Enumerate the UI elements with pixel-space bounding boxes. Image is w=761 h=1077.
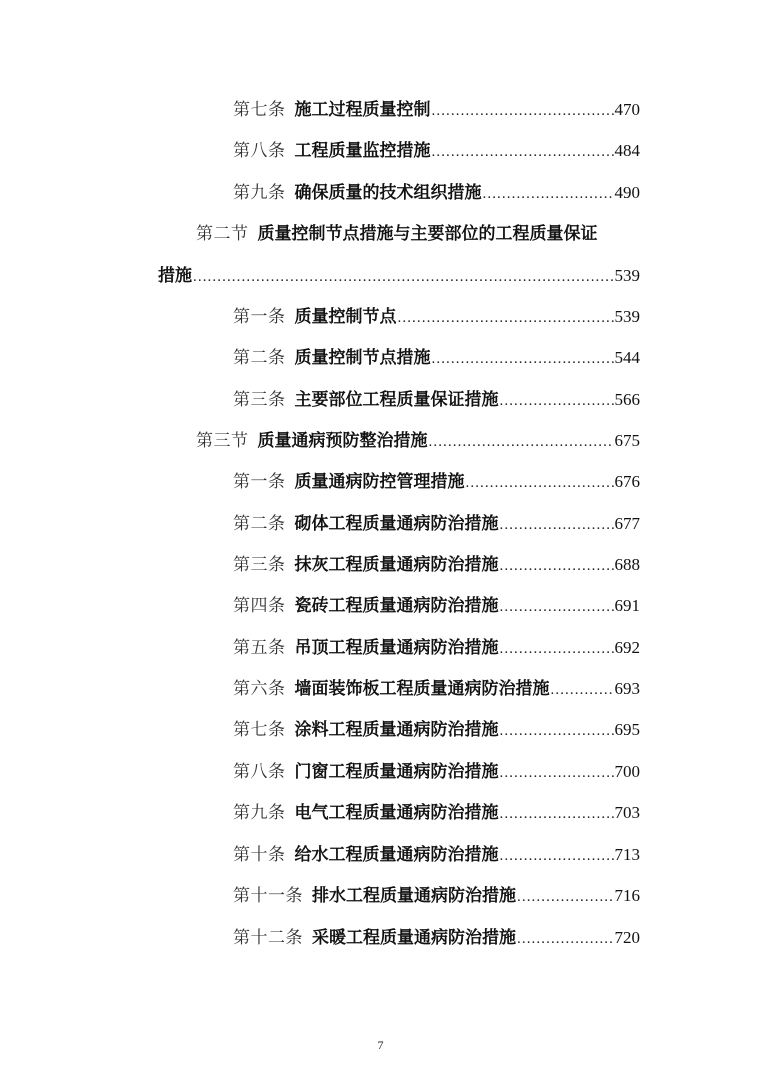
entry-page-number: 713 bbox=[614, 845, 640, 864]
toc-entry[interactable] bbox=[233, 800, 640, 826]
dot-leader bbox=[551, 678, 614, 702]
toc-entry[interactable] bbox=[233, 842, 640, 868]
entry-title: 主要部位工程质量保证措施 bbox=[294, 390, 499, 410]
entry-title: 涂料工程质量通病防治措施 bbox=[294, 720, 499, 740]
dot-leader bbox=[500, 554, 614, 578]
entry-title: 排水工程质量通病防治措施 bbox=[312, 886, 516, 906]
dot-leader bbox=[466, 471, 614, 495]
entry-page-number: 490 bbox=[614, 183, 640, 202]
entry-title: 吊顶工程质量通病防治措施 bbox=[294, 638, 499, 658]
entry-number: 第七条 bbox=[233, 100, 286, 120]
entry-page-number: 484 bbox=[614, 141, 640, 160]
entry-number: 第十条 bbox=[233, 845, 286, 865]
entry-number: 第九条 bbox=[233, 803, 286, 823]
entry-title: 确保质量的技术组织措施 bbox=[294, 183, 482, 203]
entry-page-number: 677 bbox=[614, 514, 640, 533]
toc-entry[interactable] bbox=[233, 304, 640, 330]
entry-page-number: 720 bbox=[614, 928, 640, 947]
entry-number: 第四条 bbox=[233, 596, 286, 616]
toc-entry[interactable] bbox=[233, 387, 640, 413]
entry-title: 抹灰工程质量通病防治措施 bbox=[294, 555, 499, 575]
entry-title: 砌体工程质量通病防治措施 bbox=[294, 514, 499, 534]
dot-leader bbox=[432, 347, 614, 371]
entry-number: 第十二条 bbox=[233, 928, 303, 948]
dot-leader bbox=[500, 595, 614, 619]
entry-number: 第一条 bbox=[233, 307, 286, 327]
entry-page-number: 688 bbox=[614, 555, 640, 574]
toc-entry[interactable] bbox=[233, 97, 640, 123]
section-title: 质量通病预防整治措施 bbox=[257, 431, 428, 451]
toc-entry[interactable] bbox=[233, 138, 640, 164]
dot-leader bbox=[500, 389, 614, 413]
dot-leader bbox=[500, 513, 614, 537]
dot-leader bbox=[500, 637, 614, 661]
dot-leader bbox=[517, 927, 614, 951]
entry-page-number: 693 bbox=[614, 679, 640, 698]
dot-leader bbox=[500, 719, 614, 743]
toc-entry[interactable] bbox=[233, 469, 640, 495]
dot-leader bbox=[193, 265, 614, 289]
entry-number: 第八条 bbox=[233, 762, 286, 782]
dot-leader bbox=[517, 885, 614, 909]
entry-title: 给水工程质量通病防治措施 bbox=[294, 845, 499, 865]
entry-number: 第六条 bbox=[233, 679, 286, 699]
toc-entry[interactable] bbox=[233, 759, 640, 785]
entry-title: 质量通病防控管理措施 bbox=[294, 472, 465, 492]
toc-entry[interactable] bbox=[233, 925, 640, 951]
entry-page-number: 695 bbox=[614, 720, 640, 739]
entry-number: 第三条 bbox=[233, 390, 286, 410]
entry-title: 工程质量监控措施 bbox=[294, 141, 431, 161]
entry-number: 第八条 bbox=[233, 141, 286, 161]
toc-section-entry[interactable] bbox=[196, 428, 640, 454]
entry-title: 施工过程质量控制 bbox=[294, 100, 431, 120]
entry-page-number: 544 bbox=[614, 348, 640, 367]
entry-title: 质量控制节点措施 bbox=[294, 348, 431, 368]
entry-title: 电气工程质量通病防治措施 bbox=[294, 803, 499, 823]
toc-section-entry[interactable] bbox=[196, 221, 640, 247]
entry-title: 采暖工程质量通病防治措施 bbox=[312, 928, 516, 948]
entry-number: 第七条 bbox=[233, 720, 286, 740]
entry-number: 第五条 bbox=[233, 638, 286, 658]
section-title-continuation: 措施 bbox=[158, 266, 192, 286]
toc-entry[interactable] bbox=[233, 180, 640, 206]
toc-section-entry-continuation[interactable] bbox=[158, 263, 640, 289]
entry-title: 质量控制节点 bbox=[294, 307, 397, 327]
section-title: 质量控制节点措施与主要部位的工程质量保证 bbox=[257, 224, 598, 244]
entry-number: 第二条 bbox=[233, 348, 286, 368]
dot-leader bbox=[483, 182, 614, 206]
entry-page-number: 566 bbox=[614, 390, 640, 409]
entry-page-number: 703 bbox=[614, 803, 640, 822]
entry-title: 墙面装饰板工程质量通病防治措施 bbox=[294, 679, 550, 699]
entry-number: 第一条 bbox=[233, 472, 286, 492]
section-number: 第二节 bbox=[196, 224, 249, 244]
section-number: 第三节 bbox=[196, 431, 249, 451]
entry-page-number: 539 bbox=[614, 266, 640, 285]
entry-page-number: 700 bbox=[614, 762, 640, 781]
entry-page-number: 675 bbox=[614, 431, 640, 450]
toc-entry[interactable] bbox=[233, 552, 640, 578]
entry-page-number: 692 bbox=[614, 638, 640, 657]
dot-leader bbox=[398, 306, 614, 330]
entry-page-number: 676 bbox=[614, 472, 640, 491]
toc-entry[interactable] bbox=[233, 883, 640, 909]
entry-number: 第二条 bbox=[233, 514, 286, 534]
entry-number: 第九条 bbox=[233, 183, 286, 203]
dot-leader bbox=[432, 140, 614, 164]
entry-title: 瓷砖工程质量通病防治措施 bbox=[294, 596, 499, 616]
entry-number: 第三条 bbox=[233, 555, 286, 575]
dot-leader bbox=[429, 430, 614, 454]
toc-entry[interactable] bbox=[233, 676, 640, 702]
toc-entry[interactable] bbox=[233, 635, 640, 661]
toc-entry[interactable] bbox=[233, 717, 640, 743]
toc-entry[interactable] bbox=[233, 345, 640, 371]
toc-entry[interactable] bbox=[233, 593, 640, 619]
dot-leader bbox=[500, 844, 614, 868]
entry-number: 第十一条 bbox=[233, 886, 303, 906]
toc-entry[interactable] bbox=[233, 511, 640, 537]
entry-page-number: 539 bbox=[614, 307, 640, 326]
entry-page-number: 716 bbox=[614, 886, 640, 905]
dot-leader bbox=[432, 99, 614, 123]
entry-title: 门窗工程质量通病防治措施 bbox=[294, 762, 499, 782]
entry-page-number: 691 bbox=[614, 596, 640, 615]
page-footer-number: 7 bbox=[377, 1038, 384, 1052]
dot-leader bbox=[500, 761, 614, 785]
dot-leader bbox=[500, 802, 614, 826]
entry-page-number: 470 bbox=[614, 100, 640, 119]
